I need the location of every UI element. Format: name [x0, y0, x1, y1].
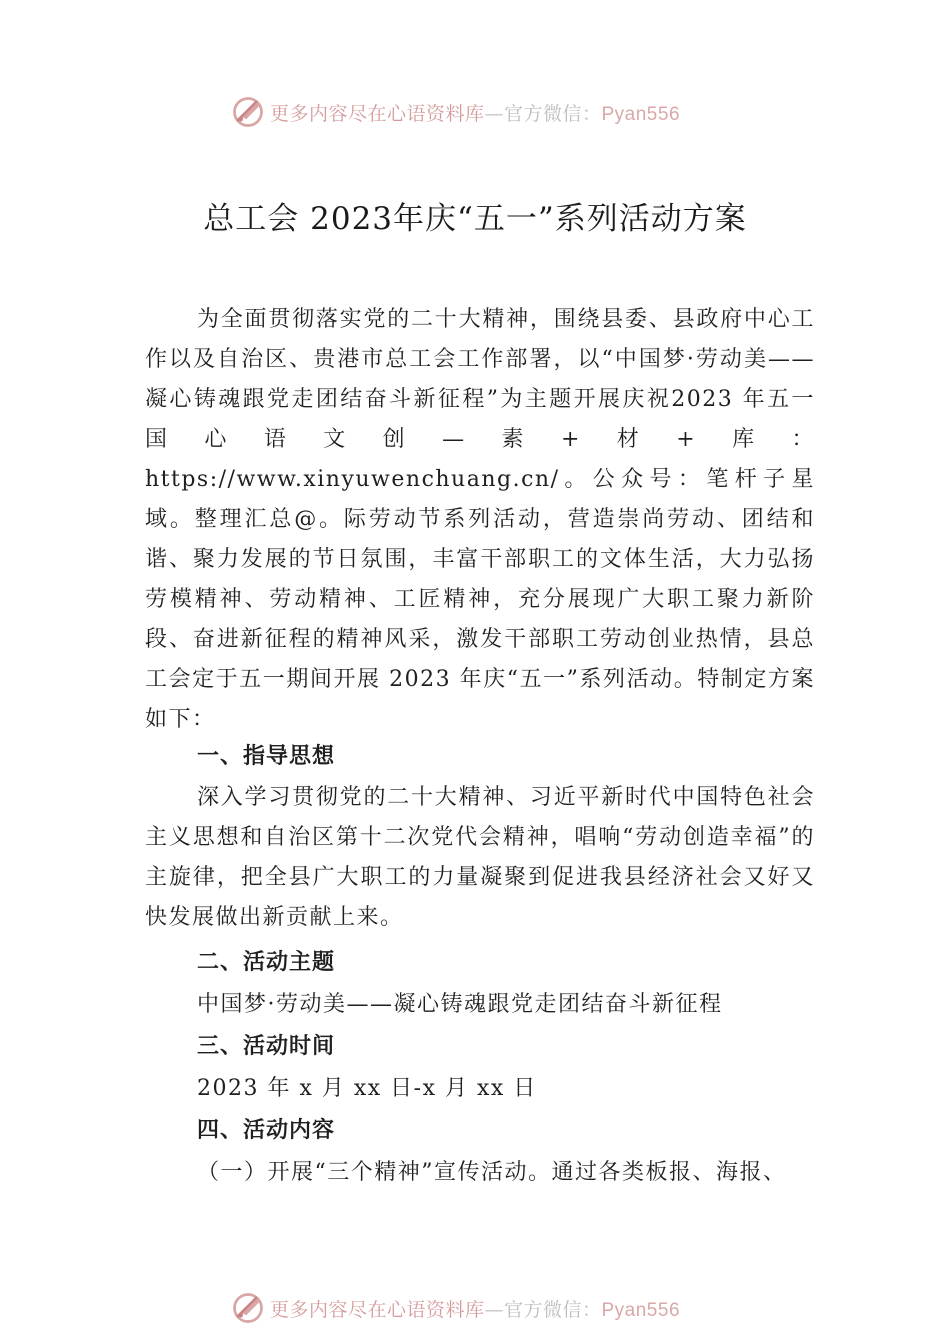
document-title: 总工会 2023年庆“五一”系列活动方案	[203, 201, 747, 237]
section-heading-content: 四、活动内容	[197, 1118, 336, 1143]
document-body	[145, 300, 815, 1194]
section-body-guiding-ideology: 深入学习贯彻党的二十大精神、习近平新时代中国特色社会主义思想和自治区第十二次党代会精神，唱响“劳动创造幸福”的主旋律，把全县广大职工的力量凝聚到促进我县经济社会又好又快发展做出新贡献上来。	[145, 785, 815, 930]
watermark-dash: —	[484, 102, 504, 125]
pen-logo-icon	[230, 94, 266, 130]
watermark-wechat-label: 官方微信：	[503, 1298, 602, 1321]
watermark-site-text: 更多内容尽在心语资料库	[269, 102, 485, 125]
section-body-content: （一）开展“三个精神”宣传活动。通过各类板报、海报、	[197, 1160, 787, 1185]
watermark-site-text: 更多内容尽在心语资料库	[269, 1298, 485, 1321]
watermark-dash: —	[484, 1298, 504, 1321]
section-heading-theme: 二、活动主题	[197, 950, 336, 975]
section-body-time: 2023 年 x 月 xx 日-x 月 xx 日	[197, 1076, 537, 1101]
section-body-theme: 中国梦·劳动美——凝心铸魂跟党走团结奋斗新征程	[197, 992, 723, 1017]
watermark-wechat-id: Pyan556	[601, 103, 681, 125]
watermark-header	[0, 92, 950, 132]
watermark-wechat-label: 官方微信：	[503, 102, 602, 125]
pen-logo-icon	[230, 1290, 266, 1326]
watermark-wechat-id: Pyan556	[601, 1299, 681, 1321]
intro-paragraph: 为全面贯彻落实党的二十大精神，围绕县委、县政府中心工作以及自治区、贵港市总工会工作部署，以“中国梦·劳动美——凝心铸魂跟党走团结奋斗新征程”为主题开展庆祝2023 年五一国心语文创—素+材+库：https://www.xinyuwenchuang.cn/。公众号：笔杆子星域。整理汇总@。际劳动节系列活动，营造崇尚劳动、团结和谐、聚力发展的节日氛围，丰富干部职工的文体生活，大力弘扬劳模精神、劳动精神、工匠精神，充分展现广大职工聚力新阶段、奋进新征程的精神风采，激发干部职工劳动创业热情，县总工会定于五一期间开展 2023 年庆“五一”系列活动。特制定方案如下：	[145, 307, 815, 732]
section-heading-guiding-ideology: 一、指导思想	[197, 744, 336, 769]
section-heading-time: 三、活动时间	[197, 1034, 336, 1059]
watermark-footer	[0, 1288, 950, 1328]
